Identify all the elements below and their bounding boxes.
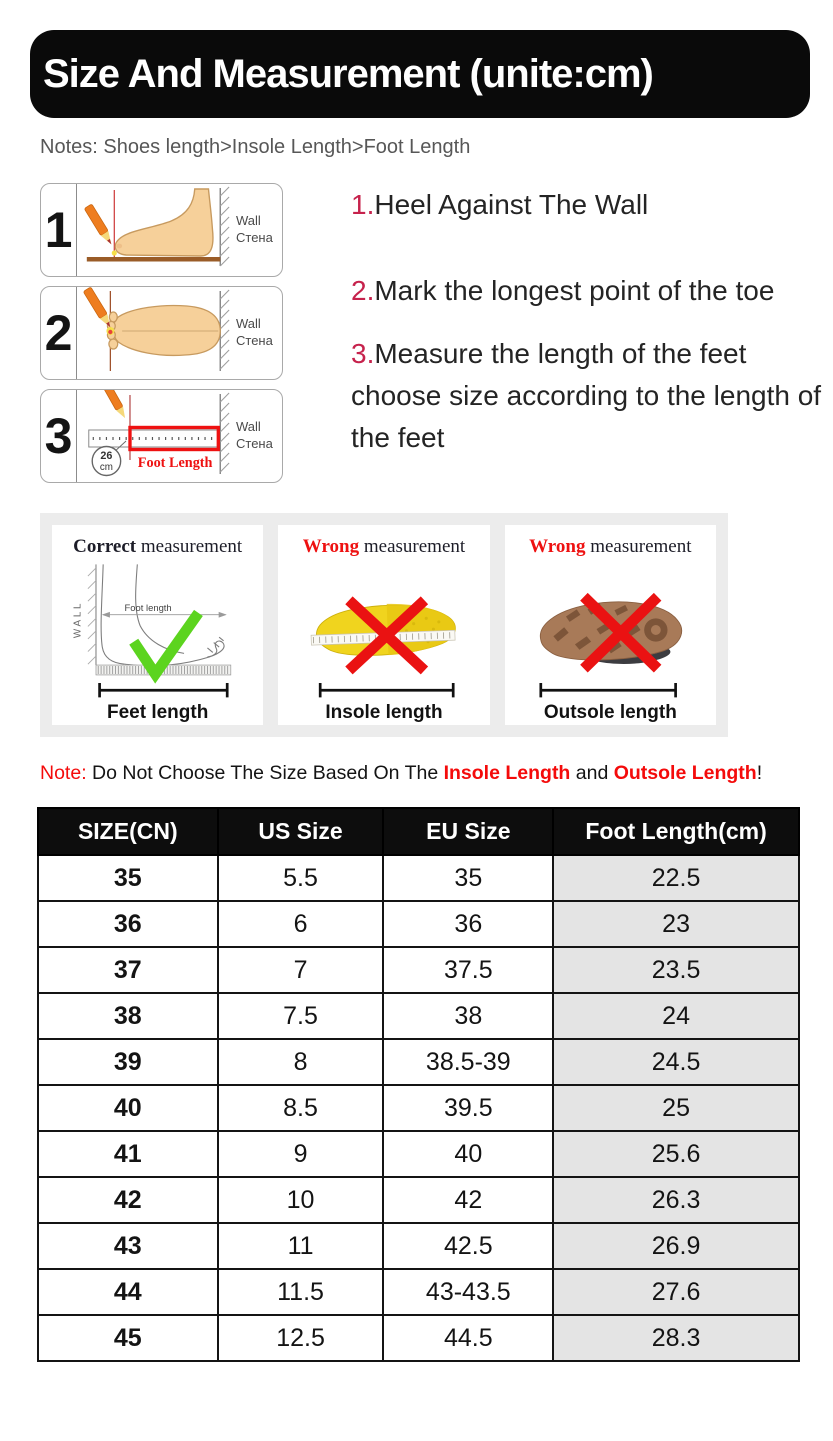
eu-size-cell: 40 xyxy=(383,1131,553,1177)
us-size-cell: 6 xyxy=(218,901,384,947)
diagram-column xyxy=(40,183,283,492)
eu-size-cell: 38 xyxy=(383,993,553,1039)
step-diagram-box-2 xyxy=(40,286,283,380)
measurement-title xyxy=(529,536,691,558)
measurement-caption: Feet length xyxy=(106,702,209,723)
us-size-cell: 8 xyxy=(218,1039,384,1085)
pencil-icon xyxy=(103,390,129,420)
col-header-eu-size: EU Size xyxy=(383,808,553,855)
box-number-2: 2 xyxy=(41,287,77,379)
header-bar xyxy=(30,30,810,118)
size-cn-cell: 37 xyxy=(38,947,218,993)
measurement-box-outsole xyxy=(505,525,716,725)
step-diagram-box-3 xyxy=(40,389,283,483)
eu-size-cell: 42 xyxy=(383,1177,553,1223)
note-highlight-insole: Insole Length xyxy=(443,762,571,784)
foot-length-cell: 26.3 xyxy=(553,1177,799,1223)
us-size-cell: 8.5 xyxy=(218,1085,384,1131)
wall-label-ru: Стена xyxy=(236,436,273,451)
measurement-box-correct xyxy=(52,525,263,725)
measurement-title-word: Wrong xyxy=(302,536,360,557)
table-row xyxy=(38,1223,799,1269)
toenail xyxy=(116,244,122,249)
wall-label xyxy=(234,184,282,276)
foot-side-svg xyxy=(77,184,234,276)
us-size-cell: 11.5 xyxy=(218,1269,384,1315)
table-row xyxy=(38,993,799,1039)
wall-label-ru: Стена xyxy=(236,230,273,245)
size-cn-cell: 42 xyxy=(38,1177,218,1223)
size-cn-cell: 44 xyxy=(38,1269,218,1315)
measurement-caption: Outsole length xyxy=(543,702,677,723)
wall-hatch xyxy=(220,187,229,266)
us-size-cell: 5.5 xyxy=(218,855,384,901)
measure-arrow xyxy=(103,612,225,616)
size-cn-cell: 38 xyxy=(38,993,218,1039)
pencil-mark xyxy=(112,250,117,255)
table-row xyxy=(38,1315,799,1361)
eu-size-cell: 43-43.5 xyxy=(383,1269,553,1315)
foot-length-cell: 25 xyxy=(553,1085,799,1131)
table-row xyxy=(38,901,799,947)
size-table xyxy=(37,807,800,1362)
us-size-cell: 12.5 xyxy=(218,1315,384,1361)
size-cn-cell: 39 xyxy=(38,1039,218,1085)
step-number: 1. xyxy=(351,189,375,220)
step-diagram-box-1 xyxy=(40,183,283,277)
size-cn-cell: 36 xyxy=(38,901,218,947)
instruction-step-2 xyxy=(351,270,833,312)
step-text: Measure the length of the feet choose size according to the length of the feet xyxy=(351,338,822,453)
notes-text: Notes: Shoes length>Insole Length>Foot Length xyxy=(40,136,471,158)
step-text: Heel Against The Wall xyxy=(374,189,649,220)
table-row xyxy=(38,855,799,901)
table-header-row xyxy=(38,808,799,855)
pencil-icon xyxy=(84,204,115,247)
eu-size-cell: 42.5 xyxy=(383,1223,553,1269)
eu-size-cell: 44.5 xyxy=(383,1315,553,1361)
note-body-2: and xyxy=(570,762,614,784)
step-number: 2. xyxy=(351,275,375,306)
table-row xyxy=(38,1039,799,1085)
foot-length-cell: 27.6 xyxy=(553,1269,799,1315)
foot-length-cell: 28.3 xyxy=(553,1315,799,1361)
wall-label-ru: Стена xyxy=(236,333,273,348)
insole-figure xyxy=(292,559,476,701)
wall-hatch xyxy=(88,568,96,664)
wall-label-en: Wall xyxy=(236,213,261,229)
foot-shape xyxy=(115,189,213,256)
foot-sketch xyxy=(101,564,224,666)
measurement-title xyxy=(73,536,242,558)
length-bracket xyxy=(99,683,227,697)
us-size-cell: 11 xyxy=(218,1223,384,1269)
length-bracket xyxy=(320,683,453,697)
eu-size-cell: 37.5 xyxy=(383,947,553,993)
us-size-cell: 9 xyxy=(218,1131,384,1177)
step-text: Mark the longest point of the toe xyxy=(374,275,775,306)
note-text xyxy=(40,762,820,785)
table-row xyxy=(38,1269,799,1315)
measurement-box-insole xyxy=(278,525,489,725)
foot-length-cell: 25.6 xyxy=(553,1131,799,1177)
us-size-cell: 7 xyxy=(218,947,384,993)
ruler-figure xyxy=(77,390,234,482)
col-header-foot-length: Foot Length(cm) xyxy=(553,808,799,855)
measurement-title-rest: measurement xyxy=(359,536,466,557)
size-circle-value: 26 xyxy=(100,449,113,463)
measurement-band xyxy=(40,513,728,737)
wall-label-en: Wall xyxy=(236,419,261,435)
size-cn-cell: 40 xyxy=(38,1085,218,1131)
foot-top-figure xyxy=(77,287,234,379)
measurement-title-rest: measurement xyxy=(136,536,243,557)
page-title: Size And Measurement (unite:cm) xyxy=(43,51,653,96)
us-size-cell: 10 xyxy=(218,1177,384,1223)
foot-length-cell: 26.9 xyxy=(553,1223,799,1269)
measurement-title xyxy=(303,536,465,558)
wall-label xyxy=(234,287,282,379)
table-row xyxy=(38,947,799,993)
instruction-step-3 xyxy=(351,333,833,459)
pencil-mark-dot xyxy=(108,330,112,334)
wall-text: WALL xyxy=(72,600,84,639)
measurement-caption: Insole length xyxy=(325,702,443,723)
length-bracket xyxy=(541,683,676,697)
wall-label-en: Wall xyxy=(236,316,261,332)
floor-line xyxy=(87,257,220,262)
foot-shape xyxy=(107,305,220,355)
foot-length-cell: 23 xyxy=(553,901,799,947)
measurement-title-word: Wrong xyxy=(529,536,586,557)
wall-label xyxy=(234,390,282,482)
ruler-svg xyxy=(77,390,234,482)
note-body-1: Do Not Choose The Size Based On The xyxy=(86,762,444,784)
table-row xyxy=(38,1131,799,1177)
foot-side-figure xyxy=(77,184,234,276)
note-highlight-outsole: Outsole Length xyxy=(613,762,757,784)
measurement-title-rest: measurement xyxy=(585,536,692,557)
size-cn-cell: 41 xyxy=(38,1131,218,1177)
correct-figure xyxy=(66,559,250,701)
instruction-step-1 xyxy=(351,184,833,226)
measurement-title-word: Correct xyxy=(73,536,137,557)
size-cn-cell: 35 xyxy=(38,855,218,901)
inner-measure-label: Foot length xyxy=(124,602,172,614)
size-cn-cell: 43 xyxy=(38,1223,218,1269)
table-row xyxy=(38,1085,799,1131)
col-header-us-size: US Size xyxy=(218,808,384,855)
eu-size-cell: 38.5-39 xyxy=(383,1039,553,1085)
note-body-3: ! xyxy=(756,762,763,784)
col-header-size-cn: SIZE(CN) xyxy=(38,808,218,855)
us-size-cell: 7.5 xyxy=(218,993,384,1039)
note-label: Note: xyxy=(40,762,87,784)
box-number-3: 3 xyxy=(41,390,77,482)
outsole-figure xyxy=(518,559,702,701)
wall-hatch xyxy=(220,290,229,369)
box-number-1: 1 xyxy=(41,184,77,276)
size-circle-unit: cm xyxy=(99,461,113,474)
foot-length-cell: 24.5 xyxy=(553,1039,799,1085)
foot-length-cell: 22.5 xyxy=(553,855,799,901)
wall-hatch xyxy=(220,393,229,472)
foot-length-cell: 24 xyxy=(553,993,799,1039)
step-number: 3. xyxy=(351,338,375,369)
eu-size-cell: 36 xyxy=(383,901,553,947)
eu-size-cell: 39.5 xyxy=(383,1085,553,1131)
foot-length-cell: 23.5 xyxy=(553,947,799,993)
eu-size-cell: 35 xyxy=(383,855,553,901)
size-cn-cell: 45 xyxy=(38,1315,218,1361)
foot-top-svg xyxy=(77,287,234,379)
instructions xyxy=(351,184,833,459)
foot-length-label: Foot Length xyxy=(137,454,213,472)
table-row xyxy=(38,1177,799,1223)
